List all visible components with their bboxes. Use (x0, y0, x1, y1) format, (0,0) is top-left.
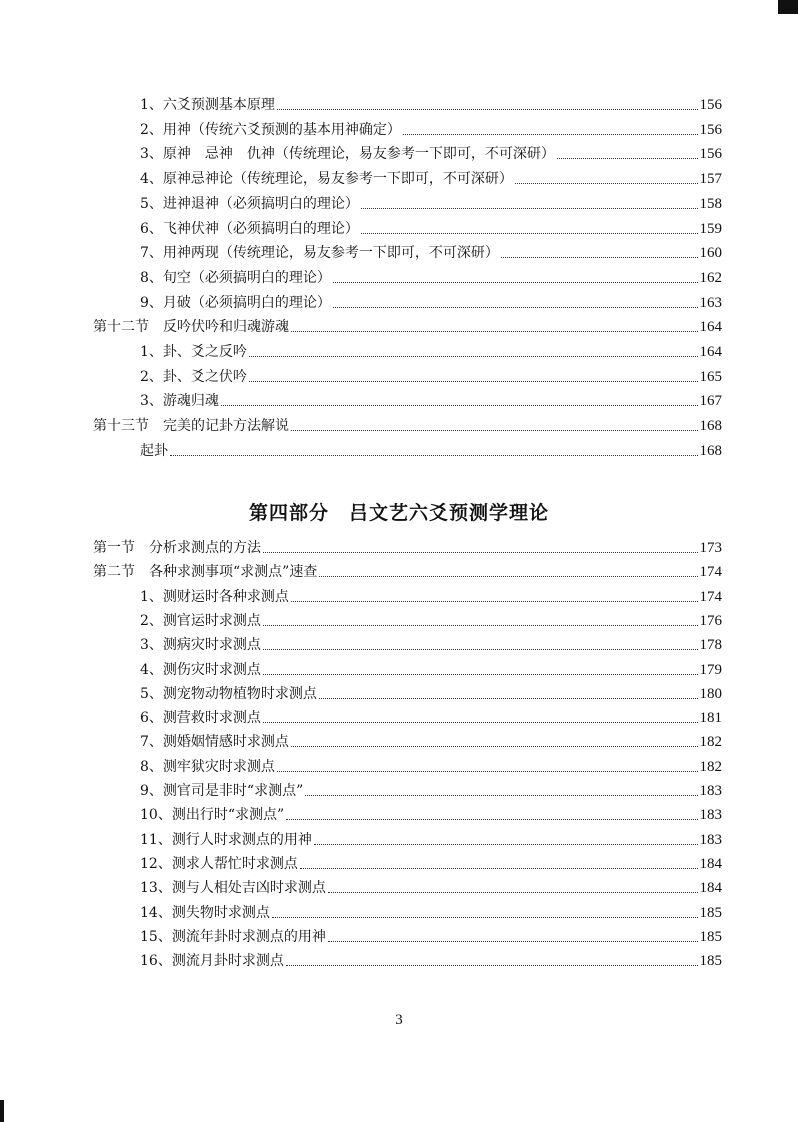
toc-entry (140, 851, 722, 873)
toc-entry-title: 2、测官运时求测点 (140, 612, 261, 629)
dot-leader (314, 843, 698, 845)
toc-section-entry (93, 314, 722, 336)
toc-entry-page: 156 (699, 146, 722, 163)
dot-leader (515, 182, 698, 184)
toc-entry (140, 584, 722, 606)
dot-leader (328, 891, 698, 893)
dot-leader (263, 673, 698, 675)
toc-entry-page: 185 (699, 928, 722, 945)
toc-entry-page: 178 (699, 637, 722, 654)
toc-entry (140, 265, 722, 287)
toc-entry-title: 11、测行人时求测点的用神 (140, 831, 312, 848)
toc-entry (140, 875, 722, 897)
dot-leader (291, 429, 698, 431)
dot-leader (286, 818, 697, 820)
toc-entry-page: 156 (699, 121, 722, 138)
toc-entry-page: 164 (699, 319, 722, 336)
toc-entry (140, 290, 722, 312)
toc-entry-page: 157 (699, 171, 722, 188)
toc-entry-page: 179 (699, 661, 722, 678)
dot-leader (361, 232, 698, 234)
dot-leader (557, 157, 698, 159)
dot-leader (319, 575, 697, 577)
toc-entry (140, 240, 722, 262)
toc-entry-title: 第二节 各种求测事项“求测点”速查 (93, 564, 318, 581)
toc-entry-page: 183 (699, 831, 722, 848)
toc-section-entry (93, 559, 722, 581)
dot-leader (170, 454, 698, 456)
toc-entry-title: 第十三节 完美的记卦方法解说 (93, 418, 289, 435)
page-number: 3 (395, 1012, 403, 1028)
dot-leader (263, 648, 698, 650)
toc-entry (140, 729, 722, 751)
toc-entry-title: 16、测流月卦时求测点 (140, 953, 284, 970)
toc-entry-title: 3、游魂归魂 (140, 393, 219, 410)
toc-entry (140, 117, 722, 139)
dot-leader (272, 916, 698, 918)
toc-entry-page: 184 (699, 880, 722, 897)
toc-entry (140, 166, 722, 188)
toc-entry (140, 388, 722, 410)
scan-mark-bottom-left (0, 1100, 4, 1122)
toc-entry-page: 183 (699, 807, 722, 824)
dot-leader (501, 256, 698, 258)
toc-entry (140, 681, 722, 703)
toc-entry-page: 176 (699, 612, 722, 629)
dot-leader (361, 207, 698, 209)
toc-entry (140, 705, 722, 727)
toc-entry-title: 1、测财运时各种求测点 (140, 588, 289, 605)
scan-mark-top-right (778, 0, 798, 14)
toc-entry-title: 4、原神忌神论（传统理论，易友参考一下即可，不可深研） (140, 171, 513, 188)
toc-entry (140, 802, 722, 824)
toc-entry (140, 608, 722, 630)
toc-entry-page: 162 (699, 269, 722, 286)
toc-section-entry (93, 413, 722, 435)
dot-leader (286, 964, 698, 966)
dot-leader (403, 133, 698, 135)
toc-entry-page: 182 (699, 734, 722, 751)
toc-entry (140, 141, 722, 163)
toc-entry (140, 754, 722, 776)
toc-entry (140, 827, 722, 849)
toc-entry-title: 2、卦、爻之伏吟 (140, 368, 247, 385)
dot-leader (263, 624, 698, 626)
toc-entry (140, 778, 722, 800)
toc-entry (140, 632, 722, 654)
toc-entry-page: 160 (699, 245, 722, 262)
toc-entry-title: 14、测失物时求测点 (140, 904, 270, 921)
toc-entry-page: 167 (699, 393, 722, 410)
dot-leader (263, 721, 698, 723)
toc-entry-title: 7、测婚姻情感时求测点 (140, 734, 289, 751)
dot-leader (277, 770, 698, 772)
toc-entry-title: 第一节 分析求测点的方法 (93, 540, 261, 556)
toc-entry-title: 4、测伤灾时求测点 (140, 661, 261, 678)
toc-entry-title: 5、进神退神（必须搞明白的理论） (140, 195, 359, 212)
toc-entry-page: 158 (699, 195, 722, 212)
toc-entry-page: 184 (699, 855, 722, 872)
toc-entry-title: 3、测病灾时求测点 (140, 637, 261, 654)
toc-entry-page: 181 (699, 710, 722, 727)
toc-entry (140, 92, 722, 114)
toc-entry-title: 1、六爻预测基本原理 (140, 97, 275, 113)
toc-entry-title: 9、测官司是非时“求测点” (140, 783, 304, 799)
toc-entry-page: 174 (699, 564, 722, 581)
dot-leader (291, 745, 698, 747)
toc-entry-title: 10、测出行时“求测点” (140, 807, 285, 824)
dot-leader (263, 551, 698, 553)
dot-leader (333, 281, 698, 283)
toc-entry (140, 657, 722, 679)
toc-entry-page: 168 (699, 442, 722, 459)
toc-entry-title: 8、测牢狱灾时求测点 (140, 758, 275, 775)
toc-entry (140, 948, 722, 970)
toc-entry-title: 5、测宠物动物植物时求测点 (140, 685, 317, 702)
toc-entry (140, 900, 722, 922)
dot-leader (291, 330, 698, 332)
toc-entry (140, 364, 722, 386)
toc-entry-title: 13、测与人相处吉凶时求测点 (140, 880, 326, 897)
dot-leader (333, 306, 698, 308)
dot-leader (300, 867, 698, 869)
toc-entry-title: 2、用神（传统六爻预测的基本用神确定） (140, 121, 401, 138)
toc-entry-title: 6、测营救时求测点 (140, 710, 261, 727)
part-heading: 第四部分 吕文艺六爻预测学理论 (248, 502, 549, 524)
toc-entry-page: 165 (699, 368, 722, 385)
dot-leader (249, 380, 698, 382)
toc-entry-page: 173 (699, 540, 722, 556)
dot-leader (249, 355, 698, 357)
toc-entry-title: 3、原神 忌神 仇神（传统理论，易友参考一下即可，不可深研） (140, 146, 555, 163)
toc-entry-title: 6、飞神伏神（必须搞明白的理论） (140, 220, 359, 237)
toc-entry-page: 174 (699, 588, 722, 605)
toc-entry-title: 15、测流年卦时求测点的用神 (140, 928, 326, 945)
dot-leader (277, 108, 698, 110)
toc-entry-page: 159 (699, 220, 722, 237)
toc-entry (140, 339, 722, 361)
toc-entry-page: 185 (699, 904, 722, 921)
toc-entry-title: 12、测求人帮忙时求测点 (140, 855, 298, 872)
toc-entry-page: 185 (699, 953, 722, 970)
toc-entry-page: 168 (699, 418, 722, 435)
toc-entry (140, 924, 722, 946)
toc-entry-page: 183 (699, 783, 722, 799)
toc-entry-page: 180 (699, 685, 722, 702)
toc-entry-title: 1、卦、爻之反吟 (140, 344, 247, 360)
dot-leader (319, 697, 698, 699)
toc-entry-page: 156 (699, 97, 722, 113)
toc-entry (140, 438, 722, 460)
toc-entry-title: 7、用神两现（传统理论，易友参考一下即可，不可深研） (140, 245, 499, 262)
dot-leader (328, 940, 698, 942)
toc-entry (140, 191, 722, 213)
toc-entry-title: 9、月破（必须搞明白的理论） (140, 294, 331, 311)
toc-entry-title: 8、旬空（必须搞明白的理论） (140, 269, 331, 286)
toc-section-entry (93, 535, 722, 557)
dot-leader (291, 600, 698, 602)
dot-leader (305, 794, 697, 796)
toc-entry-page: 182 (699, 758, 722, 775)
toc-entry-title: 起卦 (140, 442, 168, 459)
toc-entry-title: 第十二节 反吟伏吟和归魂游魂 (93, 319, 289, 336)
toc-entry-page: 163 (699, 294, 722, 311)
toc-entry-page: 164 (699, 344, 722, 360)
toc-entry (140, 216, 722, 238)
dot-leader (221, 404, 698, 406)
